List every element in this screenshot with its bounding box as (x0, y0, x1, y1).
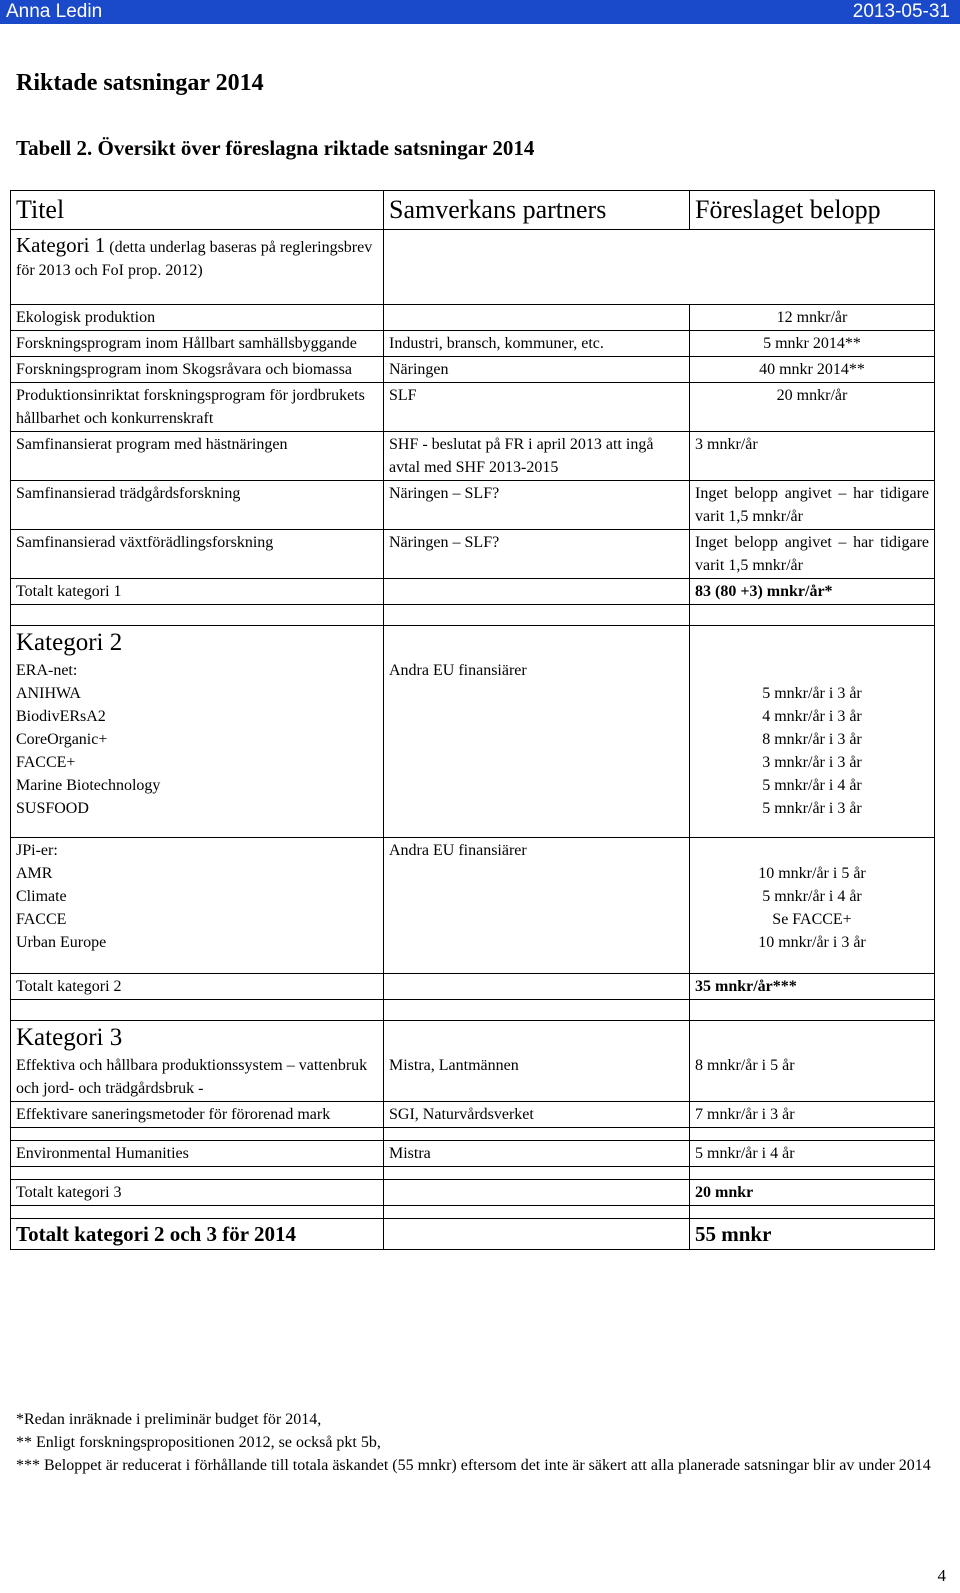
row-partners: Mistra, Lantmännen (384, 1021, 690, 1102)
jpi-partners: Andra EU finansiärer (384, 838, 690, 974)
category-1-note: (detta underlag baseras på regleringsbrev för 2013 och FoI prop. 2012) (16, 239, 373, 279)
row-amount: Inget belopp angivet – har tidigare varit 1,5 mnkr/år (690, 530, 935, 579)
row-title: Samfinansierat program med hästnäringen (11, 432, 384, 481)
jpi-amounts (690, 838, 935, 974)
grand-total-label: Totalt kategori 2 och 3 för 2014 (11, 1219, 384, 1250)
category-3-total-row (11, 1180, 935, 1206)
row-title: Forskningsprogram inom Skogsråvara och biomassa (11, 357, 384, 383)
category-2-label: Kategori 2 (16, 629, 123, 656)
row-partners: Industri, bransch, kommuner, etc. (384, 331, 690, 357)
row-partners: Näringen – SLF? (384, 530, 690, 579)
row-amount: 10 mnkr/år i 5 år (758, 865, 866, 882)
table-row (11, 331, 935, 357)
era-net-amounts (690, 626, 935, 838)
total-value: 35 mnkr/år*** (690, 974, 935, 1000)
table-row (11, 1141, 935, 1167)
row-title: Effektiva och hållbara produktionssystem – vattenbruk och jord- och trädgårdsbruk - (16, 1057, 368, 1097)
row-amount: 5 mnkr/år i 3 år (762, 685, 862, 702)
jpi-label: JPi-er: (16, 842, 58, 859)
era-net-label: ERA-net: (16, 662, 78, 679)
page-number: 4 (937, 1566, 946, 1585)
row-amount: Inget belopp angivet – har tidigare varit 1,5 mnkr/år (690, 481, 935, 530)
footnotes (16, 1408, 946, 1477)
row-title: Ekologisk produktion (11, 305, 384, 331)
row-amount: 5 mnkr/år i 4 år (690, 1141, 935, 1167)
total-empty-cell (384, 1180, 690, 1206)
footnote: *** Beloppet är reducerat i förhållande till totala äskandet (55 mnkr) eftersom det inte är säkert att alla planerade satsningar blir av under 2014 (16, 1457, 931, 1474)
table-header-row (11, 191, 935, 230)
table-row (11, 1102, 935, 1128)
list-item: Marine Biotechnology (16, 777, 161, 794)
category-3-label: Kategori 3 (16, 1024, 123, 1051)
table-row (11, 530, 935, 579)
row-amount: 40 mnkr 2014** (690, 357, 935, 383)
row-amount: 3 mnkr/år i 3 år (762, 754, 862, 771)
row-title: Effektivare saneringsmetoder för förorenad mark (11, 1102, 384, 1128)
category-1-label: Kategori 1 (16, 233, 106, 257)
row-partners: SHF - beslutat på FR i april 2013 att ingå avtal med SHF 2013-2015 (384, 432, 690, 481)
spacer-row (11, 1000, 935, 1021)
row-partners: Näringen – SLF? (384, 481, 690, 530)
row-amount: 10 mnkr/år i 3 år (758, 934, 866, 951)
era-net-row (11, 626, 935, 838)
category-1-heading (11, 230, 384, 305)
list-item: ANIHWA (16, 685, 81, 702)
jpi-row (11, 838, 935, 974)
row-amount: 5 mnkr 2014** (690, 331, 935, 357)
list-item: FACCE (16, 911, 67, 928)
row-amount: 7 mnkr/år i 3 år (690, 1102, 935, 1128)
header-date: 2013-05-31 (852, 1, 950, 22)
total-label: Totalt kategori 1 (11, 579, 384, 605)
header-author: Anna Ledin (6, 1, 103, 22)
document-header (0, 0, 960, 24)
col-header-title: Titel (11, 191, 384, 230)
row-partners: Andra EU finansiärer (389, 662, 527, 679)
investments-table (10, 190, 935, 1250)
table-row (11, 357, 935, 383)
category-1-empty-cell (384, 230, 935, 305)
category-2-total-row (11, 974, 935, 1000)
row-amount: 8 mnkr/år i 5 år (690, 1021, 935, 1102)
list-item: BiodivERsA2 (16, 708, 106, 725)
row-amount: 20 mnkr/år (690, 383, 935, 432)
row-amount: 4 mnkr/år i 3 år (762, 708, 862, 725)
row-partners: Mistra (384, 1141, 690, 1167)
row-amount: 8 mnkr/år i 3 år (762, 731, 862, 748)
era-net-partners (384, 626, 690, 838)
list-item: Climate (16, 888, 67, 905)
row-title: Environmental Humanities (11, 1141, 384, 1167)
page-title: Riktade satsningar 2014 (16, 70, 264, 96)
row-title: Samfinansierad växtförädlingsforskning (11, 530, 384, 579)
spacer-row (11, 1167, 935, 1180)
row-partners: Näringen (384, 357, 690, 383)
spacer-row (11, 1128, 935, 1141)
total-label: Totalt kategori 3 (11, 1180, 384, 1206)
spacer-row (11, 605, 935, 626)
row-partners: SGI, Naturvårdsverket (384, 1102, 690, 1128)
total-value: 83 (80 +3) mnkr/år* (690, 579, 935, 605)
row-amount: Se FACCE+ (772, 911, 852, 928)
table-caption: Tabell 2. Översikt över föreslagna riktade satsningar 2014 (16, 136, 535, 160)
list-item: Urban Europe (16, 934, 107, 951)
era-net-cell (11, 626, 384, 838)
row-partners: SLF (384, 383, 690, 432)
row-amount: 5 mnkr/år i 4 år (762, 777, 862, 794)
list-item: FACCE+ (16, 754, 76, 771)
list-item: AMR (16, 865, 53, 882)
row-amount: 12 mnkr/år (690, 305, 935, 331)
row-title: Produktionsinriktat forskningsprogram för jordbrukets hållbarhet och konkurrenskraft (11, 383, 384, 432)
category-1-total-row (11, 579, 935, 605)
col-header-amount: Föreslaget belopp (690, 191, 935, 230)
table-row (11, 305, 935, 331)
row-title: Forskningsprogram inom Hållbart samhällsbyggande (11, 331, 384, 357)
footnote: ** Enligt forskningspropositionen 2012, se också pkt 5b, (16, 1434, 381, 1451)
table-row (11, 481, 935, 530)
total-empty-cell (384, 579, 690, 605)
category-1-heading-row (11, 230, 935, 305)
jpi-cell (11, 838, 384, 974)
table-row (11, 383, 935, 432)
spacer-row (11, 1206, 935, 1219)
row-amount: 5 mnkr/år i 4 år (762, 888, 862, 905)
total-empty-cell (384, 974, 690, 1000)
row-title: Samfinansierad trädgårdsforskning (11, 481, 384, 530)
total-value: 20 mnkr (690, 1180, 935, 1206)
list-item: SUSFOOD (16, 800, 89, 817)
total-label: Totalt kategori 2 (11, 974, 384, 1000)
row-amount: 3 mnkr/år (690, 432, 935, 481)
row-amount: 5 mnkr/år i 3 år (762, 800, 862, 817)
list-item: CoreOrganic+ (16, 731, 108, 748)
category-3-cell (11, 1021, 384, 1102)
col-header-partners: Samverkans partners (384, 191, 690, 230)
total-empty-cell (384, 1219, 690, 1250)
grand-total-row (11, 1219, 935, 1250)
grand-total-value: 55 mnkr (690, 1219, 935, 1250)
table-row (11, 1021, 935, 1102)
footnote: *Redan inräknade i preliminär budget för 2014, (16, 1411, 322, 1428)
row-partners (384, 305, 690, 331)
table-row (11, 432, 935, 481)
